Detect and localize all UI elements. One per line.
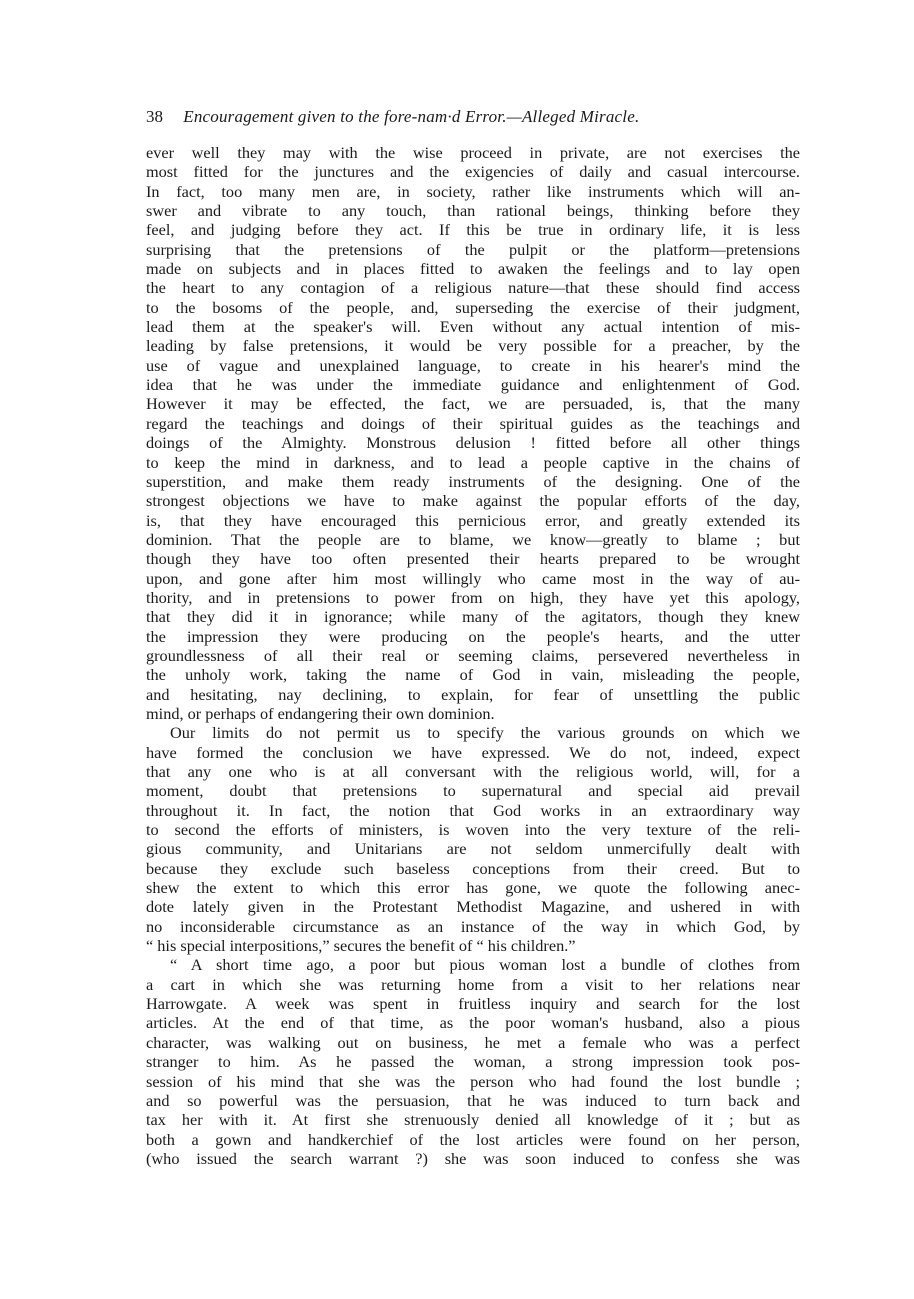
text-line: made on subjects and in places fitted to awaken the feelings and to lay open: [146, 259, 800, 279]
text-line: dominion. That the people are to blame, we know—greatly to blame ; but: [146, 529, 800, 549]
text-line: upon, and gone after him most willingly who came most in the way of au-: [146, 568, 800, 588]
text-line: that they did it in ignorance; while many of the agitators, though they knew: [146, 607, 800, 627]
paragraph: [146, 955, 800, 1168]
text-line: thority, and in pretensions to power from on high, they have yet this apology,: [146, 587, 800, 607]
text-line: a cart in which she was returning home from a visit to her relations near: [146, 974, 800, 994]
text-line: dote lately given in the Protestant Methodist Magazine, and ushered in with: [146, 897, 800, 917]
text-line: though they have too often presented their hearts prepared to be wrought: [146, 549, 800, 569]
text-line: Our limits do not permit us to specify the various grounds on which we: [170, 723, 800, 743]
running-title: Encouragement given to the fore-nam·d Error.—Alleged Miracle.: [183, 107, 640, 126]
running-header: [146, 106, 806, 128]
text-line: throughout it. In fact, the notion that God works in an extraordinary way: [146, 800, 800, 820]
text-line: the unholy work, taking the name of God in vain, misleading the people,: [146, 665, 800, 685]
body-text: [146, 143, 800, 1168]
text-line: is, that they have encouraged this pernicious error, and greatly extended its: [146, 510, 800, 530]
text-line: (who issued the search warrant ?) she was soon induced to confess she was: [146, 1148, 800, 1168]
text-line: “ his special interpositions,” secures the benefit of “ his children.”: [146, 936, 576, 956]
text-line: and so powerful was the persuasion, that he was induced to turn back and: [146, 1090, 800, 1110]
text-line: use of vague and unexplained language, to create in his hearer's mind the: [146, 355, 800, 375]
text-line: shew the extent to which this error has gone, we quote the following anec-: [146, 878, 800, 898]
text-line: “ A short time ago, a poor but pious woman lost a bundle of clothes from: [170, 955, 800, 975]
text-line: the heart to any contagion of a religious nature—that these should find access: [146, 278, 800, 298]
page-number: 38: [146, 107, 163, 126]
text-line: to the bosoms of the people, and, superseding the exercise of their judgment,: [146, 297, 800, 317]
text-line: stranger to him. As he passed the woman, a strong impression took pos-: [146, 1052, 800, 1072]
text-line: strongest objections we have to make against the popular efforts of the day,: [146, 491, 800, 511]
text-line: mind, or perhaps of endangering their own dominion.: [146, 703, 495, 723]
text-line: regard the teachings and doings of their spiritual guides as the teachings and: [146, 413, 800, 433]
text-line: leading by false pretensions, it would be very possible for a preacher, by the: [146, 336, 800, 356]
text-line: to second the efforts of ministers, is woven into the very texture of the reli-: [146, 820, 800, 840]
text-line: no inconsiderable circumstance as an instance of the way in which God, by: [146, 916, 800, 936]
text-line: feel, and judging before they act. If this be true in ordinary life, it is less: [146, 220, 800, 240]
text-line: articles. At the end of that time, as the poor woman's husband, also a pious: [146, 1013, 800, 1033]
text-line: gious community, and Unitarians are not seldom unmercifully dealt with: [146, 839, 800, 859]
text-line: and hesitating, nay declining, to explain, for fear of unsettling the public: [146, 684, 800, 704]
paragraph: [146, 723, 800, 955]
text-line: that any one who is at all conversant with the religious world, will, for a: [146, 762, 800, 781]
text-line: tax her with it. At first she strenuously denied all knowledge of it ; but as: [146, 1110, 800, 1130]
text-line: groundlessness of all their real or seeming claims, persevered nevertheless in: [146, 645, 800, 665]
text-line: session of his mind that she was the person who had found the lost bundle ;: [146, 1071, 800, 1091]
text-line: doings of the Almighty. Monstrous delusion ! fitted before all other things: [146, 433, 800, 453]
text-line: to keep the mind in darkness, and to lead a people captive in the chains of: [146, 452, 800, 472]
text-line: In fact, too many men are, in society, rather like instruments which will an-: [146, 181, 800, 201]
text-line: superstition, and make them ready instruments of the designing. One of the: [146, 471, 800, 491]
paragraph: [146, 143, 800, 723]
text-line: have formed the conclusion we have expressed. We do not, indeed, expect: [146, 742, 800, 762]
text-line: both a gown and handkerchief of the lost articles were found on her person,: [146, 1129, 800, 1149]
text-line: moment, doubt that pretensions to supernatural and special aid prevail: [146, 781, 800, 801]
text-line: surprising that the pretensions of the pulpit or the platform—pretensions: [146, 239, 800, 259]
text-line: swer and vibrate to any touch, than rational beings, thinking before they: [146, 201, 800, 221]
text-line: However it may be effected, the fact, we are persuaded, is, that the many: [146, 394, 800, 414]
text-line: ever well they may with the wise proceed in private, are not exercises the: [146, 143, 800, 162]
text-line: idea that he was under the immediate guidance and enlightenment of God.: [146, 375, 800, 395]
text-line: Harrowgate. A week was spent in fruitless inquiry and search for the lost: [146, 994, 800, 1014]
text-line: character, was walking out on business, he met a female who was a perfect: [146, 1032, 800, 1052]
text-line: because they exclude such baseless conceptions from their creed. But to: [146, 858, 800, 878]
text-line: most fitted for the junctures and the exigencies of daily and casual intercourse.: [146, 162, 800, 182]
text-line: lead them at the speaker's will. Even without any actual intention of mis-: [146, 317, 800, 337]
text-line: the impression they were producing on the people's hearts, and the utter: [146, 626, 800, 646]
